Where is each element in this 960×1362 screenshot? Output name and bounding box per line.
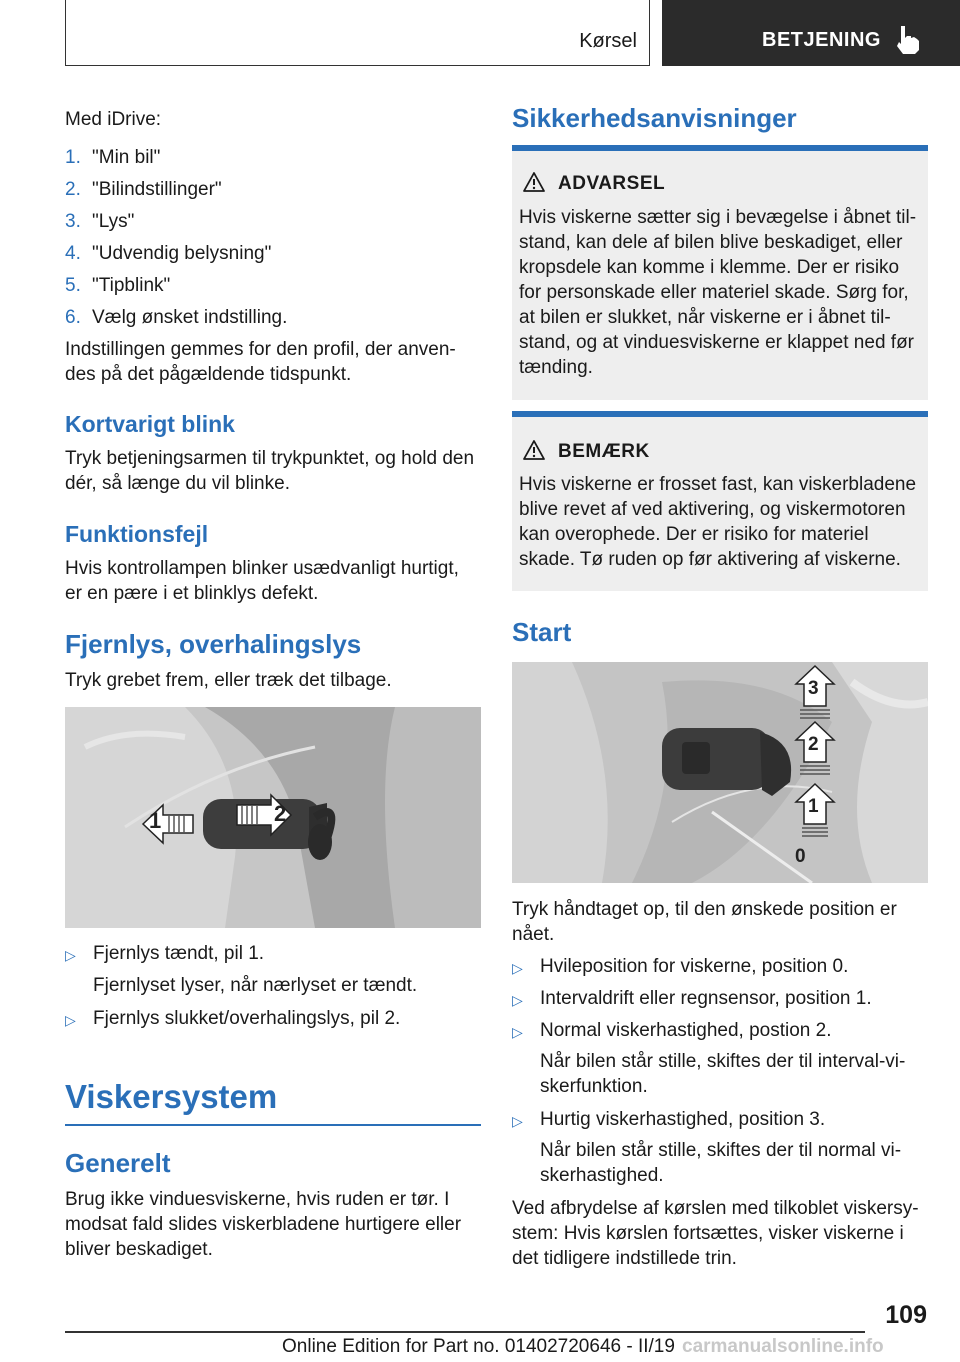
step-number: 2.: [65, 179, 81, 200]
heading-underline: [65, 1124, 481, 1126]
stalk-illustration: [65, 707, 481, 928]
stalk-figure-headlight: [65, 707, 481, 928]
stalk-figure-wiper: [512, 662, 928, 883]
warning-bar: [512, 145, 928, 151]
outro-line: stem: Hvis kørslen fortsættes, visker viskerne i: [512, 1223, 904, 1244]
warning-line: at bilen er slukket, når viskerne er i åbnet til-: [519, 307, 891, 328]
step-number: 1.: [65, 147, 81, 168]
footer-watermark: carmanualsonline.info: [682, 1336, 884, 1357]
bullet-subtext: Fjernlyset lyser, når nærlyset er tændt.: [93, 975, 418, 996]
generelt-line: Brug ikke vinduesviskerne, hvis ruden er tør. I: [65, 1189, 450, 1210]
bullet-text: Hvileposition for viskerne, position 0.: [540, 956, 849, 977]
warning-triangle-icon: [522, 439, 546, 461]
step-number: 6.: [65, 307, 81, 328]
note-line: blive revet af ved aktivering, og viskermotoren: [519, 499, 906, 520]
figure-label: 2: [808, 734, 819, 755]
fjernlys-text: Tryk grebet frem, eller træk det tilbage.: [65, 670, 392, 691]
warning-triangle-icon: [522, 171, 546, 193]
heading-generelt: Generelt: [65, 1148, 171, 1178]
step-number: 4.: [65, 243, 81, 264]
page-number: 109: [885, 1301, 927, 1329]
figure-label: 3: [808, 678, 819, 699]
step-text: "Tipblink": [92, 275, 171, 296]
outro-line: Ved afbrydelse af kørslen med tilkoblet viskersy-: [512, 1198, 919, 1219]
bullet-subtext: Når bilen står stille, skiftes der til normal vi-: [540, 1140, 902, 1161]
bullet-subtext: Når bilen står stille, skiftes der til interval-vi-: [540, 1051, 906, 1072]
idrive-intro: Med iDrive:: [65, 109, 162, 130]
outro-line: det tidligere indstillede trin.: [512, 1248, 737, 1269]
warning-line: for personskade eller materiel skade. Sørg for,: [519, 282, 909, 303]
heading-sikkerhedsanvisninger: Sikkerhedsanvisninger: [512, 103, 797, 133]
figure-label: 1: [808, 796, 819, 817]
start-line: nået.: [512, 924, 555, 945]
note-text: [519, 472, 921, 572]
heading-start: Start: [512, 617, 572, 647]
header-section-title: Kørsel: [579, 30, 637, 52]
funktionsfejl-line: er en pære i et blinklys defekt.: [65, 583, 319, 604]
generelt-line: bliver beskadiget.: [65, 1239, 213, 1260]
wiper-stalk-illustration: [512, 662, 928, 883]
kortvarigt-line: Tryk betjeningsarmen til trykpunktet, og hold den: [65, 448, 475, 469]
heading-fjernlys: Fjernlys, overhalingslys: [65, 629, 362, 659]
bullet-triangle-icon: ▷: [512, 1024, 523, 1040]
bullet-text: Hurtig viskerhastighed, position 3.: [540, 1109, 826, 1130]
bullet-triangle-icon: ▷: [512, 992, 523, 1008]
figure-label: 1: [149, 808, 162, 833]
kortvarigt-line: dér, så længe du vil blinke.: [65, 473, 290, 494]
bullet-text: Normal viskerhastighed, postion 2.: [540, 1020, 832, 1041]
note-bar: [512, 411, 928, 417]
warning-line: stand, og at vinduesviskerne er klappet ned før: [519, 332, 915, 353]
warning-title: ADVARSEL: [558, 173, 666, 194]
warning-text: [519, 205, 921, 380]
bullet-triangle-icon: ▷: [65, 1012, 76, 1028]
bullet-text: Fjernlys tændt, pil 1.: [93, 943, 265, 964]
bullet-text: Intervaldrift eller regnsensor, position 1.: [540, 988, 872, 1009]
warning-line: kropsdele kan komme i klemme. Der er risiko: [519, 257, 900, 278]
footer-rule: [65, 1331, 865, 1333]
bullet-subtext: skerfunktion.: [540, 1076, 648, 1097]
bullet-triangle-icon: ▷: [512, 1113, 523, 1129]
header-section-box: [65, 0, 650, 66]
step-number: 5.: [65, 275, 81, 296]
figure-label: 0: [795, 846, 806, 867]
note-line: skade. Tø ruden op før aktivering af viskerne.: [519, 549, 901, 570]
note-title: BEMÆRK: [558, 441, 650, 462]
note-line: Hvis viskerne er frosset fast, kan viskerbladene: [519, 474, 917, 495]
step-text: "Min bil": [92, 147, 161, 168]
funktionsfejl-line: Hvis kontrollampen blinker usædvanligt hurtigt,: [65, 558, 459, 579]
warning-line: stand, kan dele af bilen blive beskadiget, eller: [519, 232, 903, 253]
step-text: "Bilindstillinger": [92, 179, 222, 200]
warning-box: [512, 145, 928, 400]
bullet-triangle-icon: ▷: [512, 960, 523, 976]
note-box: [512, 411, 928, 591]
steps-note-line: Indstillingen gemmes for den profil, der anven-: [65, 339, 456, 360]
hand-pointer-icon: [893, 22, 923, 56]
step-text: "Lys": [92, 211, 135, 232]
step-text: "Udvendig belysning": [92, 243, 272, 264]
start-line: Tryk håndtaget op, til den ønskede position er: [512, 899, 897, 920]
figure-label: 2: [274, 801, 287, 826]
bullet-subtext: skerhastighed.: [540, 1165, 664, 1186]
steps-note-line: des på det pågældende tidspunkt.: [65, 364, 352, 385]
heading-kortvarigt-blink: Kortvarigt blink: [65, 411, 235, 437]
warning-line: Hvis viskerne sætter sig i bevægelse i åbnet til-: [519, 207, 917, 228]
heading-viskersystem: Viskersystem: [65, 1078, 278, 1115]
generelt-line: modsat fald slides viskerbladene hurtigere eller: [65, 1214, 462, 1235]
note-line: kan overophede. Der er risiko for materiel: [519, 524, 869, 545]
bullet-text: Fjernlys slukket/overhalingslys, pil 2.: [93, 1008, 401, 1029]
bullet-triangle-icon: ▷: [65, 947, 76, 963]
heading-funktionsfejl: Funktionsfejl: [65, 521, 209, 547]
footer-edition: Online Edition for Part no. 01402720646 - II/19: [282, 1336, 675, 1357]
header-chapter-title: BETJENING: [762, 29, 881, 51]
step-number: 3.: [65, 211, 81, 232]
warning-line: tænding.: [519, 357, 593, 378]
step-text: Vælg ønsket indstilling.: [92, 307, 288, 328]
